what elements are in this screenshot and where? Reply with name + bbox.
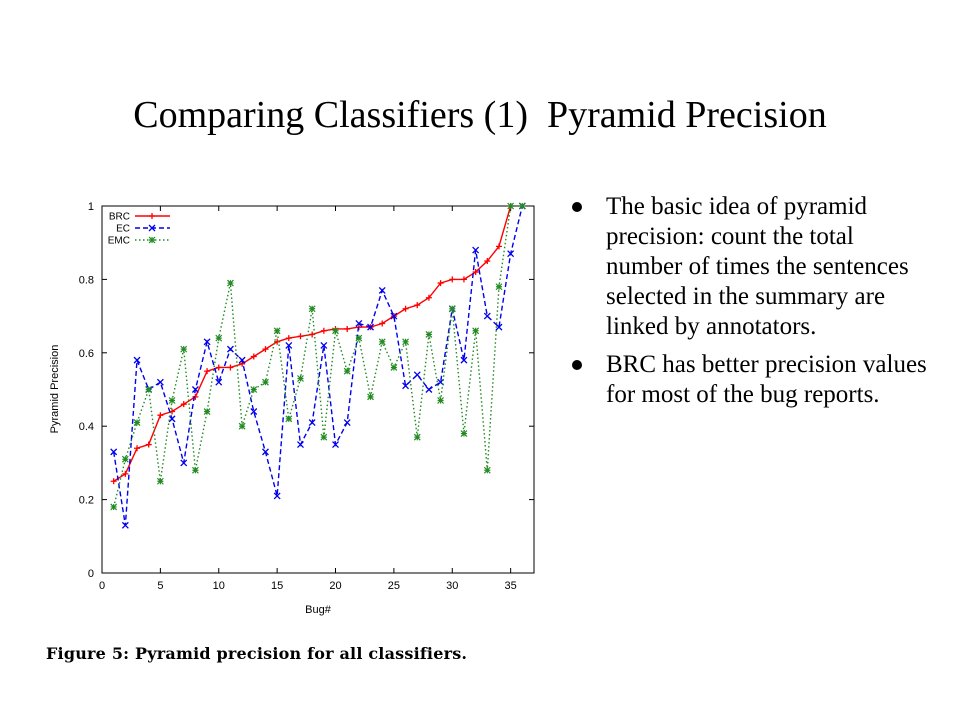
- data-point: [426, 387, 432, 393]
- data-point: [149, 237, 155, 243]
- data-point: [414, 372, 420, 378]
- data-point: [379, 339, 385, 345]
- pyramid-precision-chart: [38, 188, 558, 628]
- data-point: [356, 335, 362, 341]
- x-tick-label: 35: [504, 580, 517, 592]
- y-tick-label: 0.4: [78, 421, 94, 434]
- x-tick-label: 25: [387, 580, 401, 592]
- data-point: [146, 442, 152, 448]
- data-point: [149, 213, 155, 219]
- data-point: [111, 504, 117, 510]
- data-point: [157, 379, 163, 385]
- data-point: [262, 379, 268, 385]
- bullet-text: The basic idea of pyramid precision: count the total number of times the sentences selected in the summary are linked by annotators.: [606, 193, 909, 340]
- data-point: [204, 368, 210, 374]
- data-point: [286, 416, 292, 422]
- series-line-emc: [114, 206, 523, 507]
- y-tick-label: 0: [87, 568, 94, 580]
- data-point: [251, 387, 257, 393]
- data-point: [157, 412, 163, 418]
- data-point: [227, 346, 233, 352]
- data-point: [321, 434, 327, 440]
- bullet-item: [568, 192, 928, 342]
- data-point: [122, 456, 128, 462]
- data-point: [134, 420, 140, 426]
- series-line-brc: [114, 206, 511, 481]
- x-tick-label: 20: [329, 580, 342, 592]
- data-point: [134, 357, 140, 363]
- x-tick-label: 0: [98, 580, 106, 592]
- data-point: [438, 398, 444, 404]
- y-tick-label: 0.2: [78, 494, 94, 507]
- y-tick-label: 1: [87, 201, 94, 213]
- data-point: [157, 478, 163, 484]
- slide-title: Comparing Classifiers (1) Pyramid Precision: [133, 94, 827, 136]
- axis-ticks: [79, 201, 534, 592]
- bullet-list: [568, 192, 928, 418]
- bullet-dot-icon: [572, 202, 582, 212]
- legend-label: EMC: [107, 235, 130, 247]
- data-point: [484, 467, 490, 473]
- y-tick-label: 0.8: [78, 274, 94, 287]
- data-point: [216, 364, 222, 370]
- x-axis-label: Bug#: [305, 604, 331, 616]
- data-point: [344, 326, 350, 332]
- y-axis-label: Pyramid Precision: [49, 344, 61, 434]
- data-point: [449, 276, 455, 282]
- data-point: [216, 335, 222, 341]
- x-tick-label: 30: [446, 580, 459, 592]
- data-point: [391, 364, 397, 370]
- data-point: [519, 203, 525, 209]
- bullet-text: BRC has better precision values for most of the bug reports.: [606, 351, 927, 408]
- data-point: [169, 398, 175, 404]
- plot-frame: [102, 206, 534, 573]
- data-point: [181, 346, 187, 352]
- data-point: [508, 203, 514, 209]
- data-point: [426, 331, 432, 337]
- legend-label: BRC: [108, 211, 130, 223]
- x-tick-label: 15: [271, 580, 284, 592]
- legend-label: EC: [116, 223, 130, 235]
- series-brc: [108, 203, 514, 484]
- figure: [38, 188, 558, 628]
- data-point: [403, 339, 409, 345]
- data-point: [297, 375, 303, 381]
- data-point: [239, 423, 245, 429]
- data-point: [333, 328, 339, 334]
- bullet-item: [568, 350, 928, 410]
- figure-caption: Figure 5: Pyramid precision for all classifiers.: [46, 644, 468, 663]
- data-point: [344, 420, 350, 426]
- series-layer: [108, 203, 526, 528]
- data-point: [274, 328, 280, 334]
- data-point: [192, 467, 198, 473]
- data-point: [286, 335, 292, 341]
- data-point: [297, 442, 303, 448]
- data-point: [484, 313, 490, 319]
- data-point: [414, 434, 420, 440]
- legend: [108, 212, 170, 247]
- data-point: [461, 431, 467, 437]
- x-tick-label: 5: [157, 580, 164, 592]
- data-point: [449, 306, 455, 312]
- data-point: [146, 387, 152, 393]
- data-point: [227, 364, 233, 370]
- data-point: [368, 394, 374, 400]
- data-point: [227, 280, 233, 286]
- x-tick-label: 10: [212, 580, 225, 592]
- data-point: [297, 333, 303, 339]
- data-point: [344, 368, 350, 374]
- data-point: [134, 445, 140, 451]
- data-point: [309, 331, 315, 337]
- data-point: [496, 284, 502, 290]
- y-tick-label: 0.6: [78, 347, 94, 360]
- data-point: [309, 306, 315, 312]
- bullet-dot-icon: [572, 360, 582, 370]
- data-point: [473, 328, 479, 334]
- data-point: [321, 328, 327, 334]
- data-point: [204, 409, 210, 415]
